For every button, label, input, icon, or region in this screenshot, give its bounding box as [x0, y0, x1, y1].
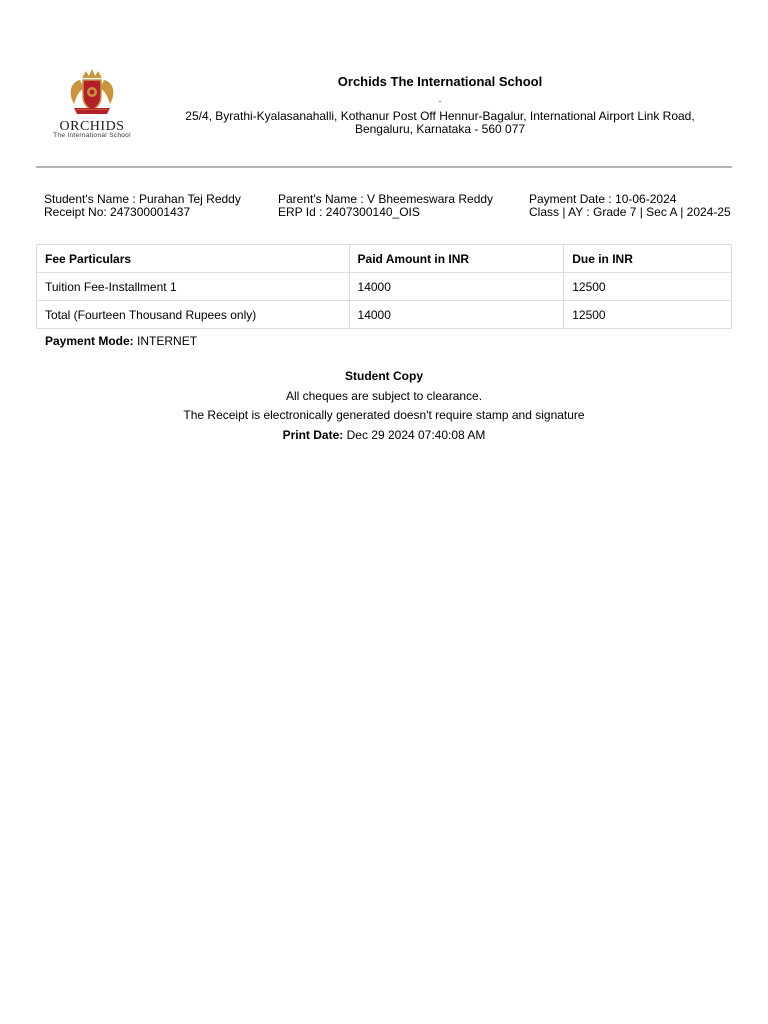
- fee-table: [36, 244, 732, 329]
- school-crest-icon: [46, 68, 138, 120]
- total-paid-cell: 14000: [349, 301, 564, 329]
- payment-mode-value: INTERNET: [133, 334, 198, 348]
- due-amount-cell: 12500: [564, 273, 732, 301]
- electronic-note: The Receipt is electronically generated doesn't require stamp and signature: [183, 408, 585, 423]
- school-separator-dot: .: [438, 94, 442, 105]
- erp-id: ERP Id : 2407300140_OIS: [278, 205, 420, 219]
- info-column-parent: [278, 193, 493, 219]
- total-due-cell: 12500: [564, 301, 732, 329]
- info-column-student: [44, 193, 241, 219]
- logo-wordmark: ORCHIDS: [59, 119, 125, 134]
- total-label-cell: Total (Fourteen Thousand Rupees only): [37, 301, 350, 329]
- school-address: 25/4, Byrathi-Kyalasanahalli, Kothanur Post Off Hennur-Bagalur, International Airport Link Road, Bengaluru, Karnataka - 560 077: [185, 109, 695, 136]
- class-info: Class | AY : Grade 7 | Sec A | 2024-25: [529, 205, 731, 219]
- table-header-row: [37, 245, 732, 273]
- payment-date: Payment Date : 10-06-2024: [529, 192, 677, 206]
- print-date: [0, 428, 768, 448]
- table-row-total: [37, 301, 732, 329]
- receipt-footer: [0, 369, 768, 448]
- header-divider: [36, 166, 732, 168]
- receipt-number: Receipt No: 247300001437: [44, 205, 191, 219]
- paid-amount-cell: 14000: [349, 273, 564, 301]
- school-logo: [46, 68, 138, 140]
- payment-mode-label: Payment Mode:: [45, 334, 134, 348]
- header-due: Due in INR: [564, 245, 732, 273]
- table-row: [37, 273, 732, 301]
- header-fee-particulars: Fee Particulars: [37, 245, 350, 273]
- receipt-header: [36, 66, 732, 146]
- print-date-value: Dec 29 2024 07:40:08 AM: [343, 428, 486, 443]
- parent-name: Parent's Name : V Bheemeswara Reddy: [278, 192, 494, 206]
- school-name: Orchids The International School: [337, 74, 543, 89]
- school-details: [148, 74, 732, 136]
- info-column-payment: [529, 193, 731, 219]
- logo-subtitle: The International School: [53, 132, 131, 139]
- print-date-label: Print Date:: [282, 428, 344, 443]
- header-paid-amount: Paid Amount in INR: [349, 245, 564, 273]
- student-name: Student's Name : Purahan Tej Reddy: [44, 192, 241, 206]
- fee-particular-cell: Tuition Fee-Installment 1: [37, 273, 350, 301]
- cheques-note: All cheques are subject to clearance.: [285, 388, 483, 403]
- payment-mode: [45, 334, 197, 348]
- student-copy-label: Student Copy: [345, 369, 423, 383]
